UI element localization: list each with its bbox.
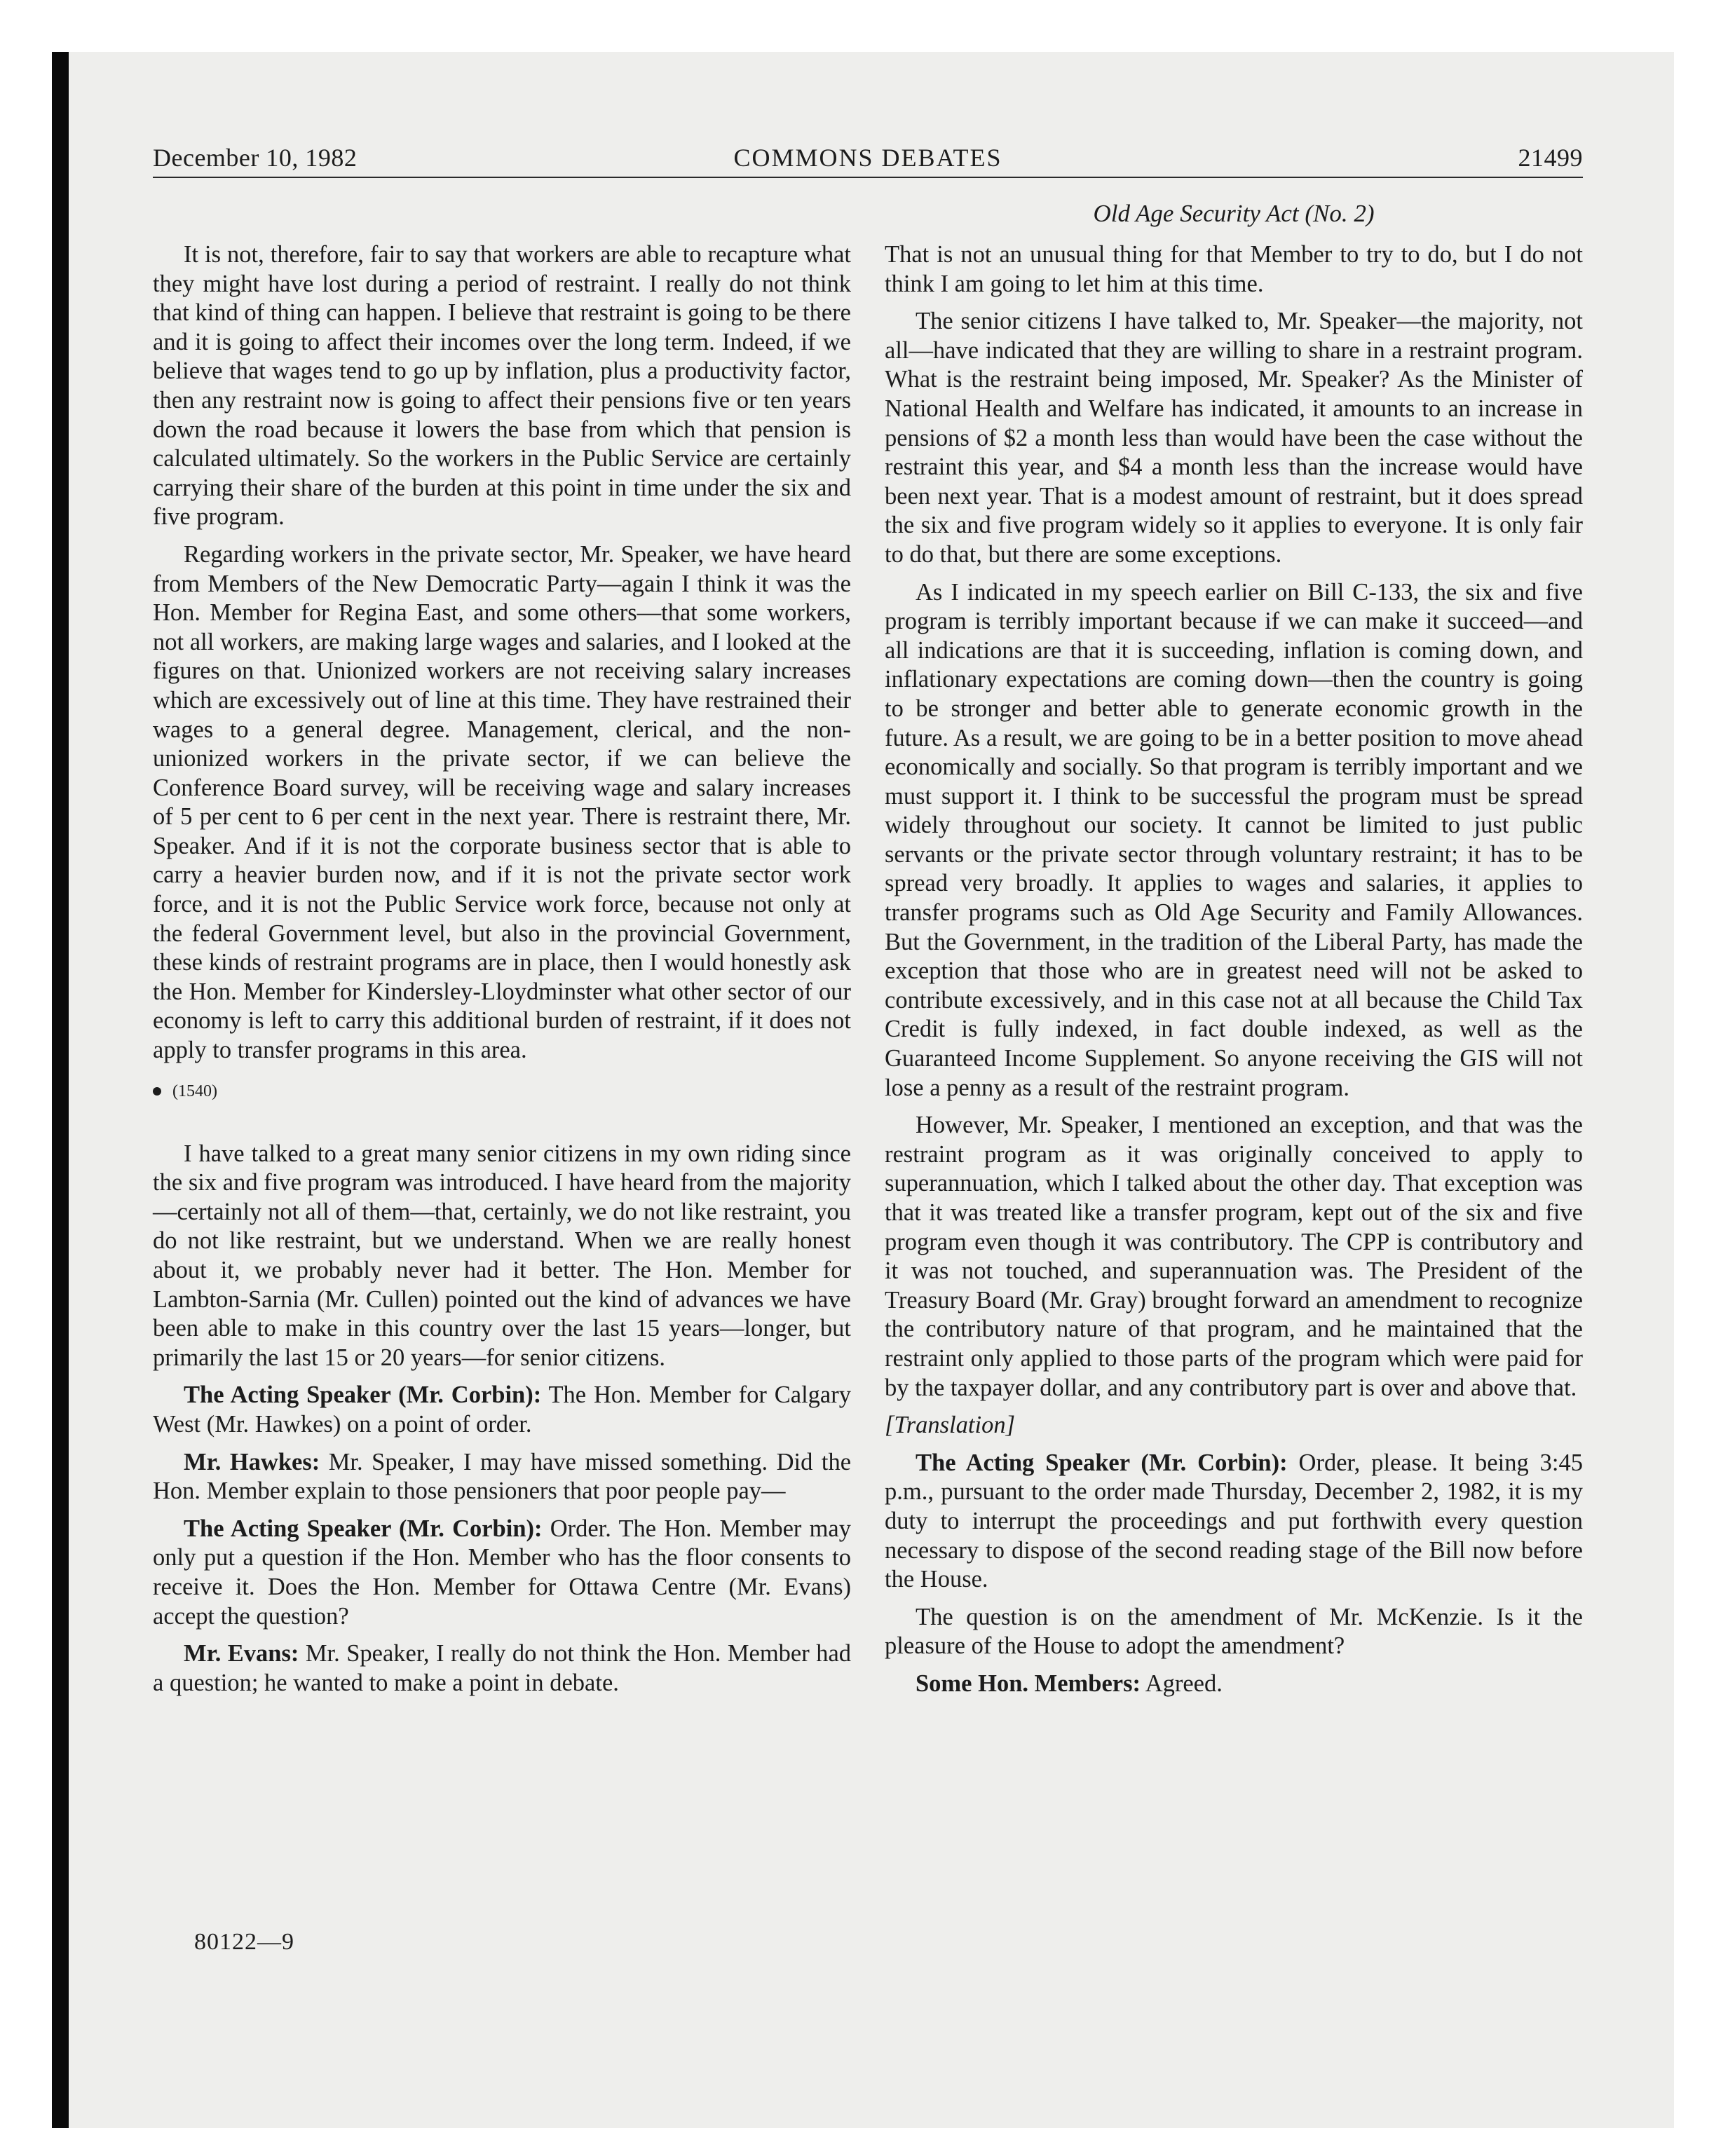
speech-paragraph bbox=[885, 1449, 1583, 1595]
paragraph: The senior citizens I have talked to, Mr. Speaker—the majority, not all—have indicated that they are willing to share in a restraint program. What is the restraint being imposed, Mr. Speaker? As the Minister of National Health and Welfare has indicated, it amounts to an increase in pensions of $2 a month less than would have been the case without the restraint this year, and $4 a month less than the increase would have been next year. That is a modest amount of restraint, but it does spread the six and five program widely so it applies to everyone. It is only fair to do that, but there are some exceptions. bbox=[885, 308, 1583, 568]
speech-paragraph bbox=[153, 1381, 851, 1439]
paragraph: It is not, therefore, fair to say that workers are able to recapture what they might have lost during a period of restraint. I really do not think that kind of thing can happen. I believe that restraint is going to be there and it is going to affect their incomes over the long term. Indeed, if we believe that wages tend to go up by inflation, plus a productivity factor, then any restraint now is going to affect their pensions five or ten years down the road because it lowers the base from which that pension is calculated ultimately. So the workers in the Public Service are certainly carrying their share of the burden at this point in time under the six and five program. bbox=[153, 241, 851, 531]
paragraph: Regarding workers in the private sector, Mr. Speaker, we have heard from Members of the New Democratic Party—again I think it was the Hon. Member for Regina East, and some others—that some workers, not all workers, are making large wages and salaries, and I looked at the figures on that. Unionized workers are not receiving salary increases which are excessively out of line at this time. They have restrained their wages to a general degree. Management, clerical, and the non-unionized workers in the private sector, if we can believe the Conference Board survey, will be receiving wage and salary increases of 5 per cent to 6 per cent in the next year. There is restraint there, Mr. Speaker. And if it is not the corporate business sector that is able to carry a heavier burden now, and if it is not the private sector work force, and it is not the Public Service work force, because not only at the federal Government level, but also in the provincial Government, these kinds of restraint programs are in place, then I would honestly ask the Hon. Member for Kindersley-Lloydminster what other sector of our economy is left to carry this additional burden of restraint, if it does not apply to transfer programs in this area. bbox=[153, 540, 851, 1064]
speaker-name: Mr. Evans: bbox=[184, 1640, 299, 1667]
speech-text: Order. The Hon. Member may only put a question if the Hon. Member who has the floor consents to receive it. Does the Hon. Member for Ottawa Centre (Mr. Evans) accept the question? bbox=[153, 1515, 851, 1630]
speech-paragraph bbox=[153, 1515, 851, 1631]
paragraph: The question is on the amendment of Mr. McKenzie. Is it the pleasure of the House to adopt the amendment? bbox=[885, 1603, 1583, 1660]
translation-note: [Translation] bbox=[885, 1412, 1015, 1439]
speaker-name: The Acting Speaker (Mr. Corbin): bbox=[184, 1381, 542, 1409]
binding-edge bbox=[52, 52, 69, 2128]
paragraph: However, Mr. Speaker, I mentioned an exception, and that was the restraint program as it was originally conceived to apply to superannuation, which I talked about the other day. That exception was that it was treated like a transfer program, kept out of the six and five program even though it was contributory. The CPP is contributory and it was not touched, and superannuation was. The President of the Treasury Board (Mr. Gray) brought forward an amendment to recognize the contributory nature of that program, and he maintained that the restraint only applied to those parts of the program which were paid for by the taxpayer dollar, and any contributory part is over and above that. bbox=[885, 1112, 1583, 1401]
bullet-icon bbox=[153, 1087, 161, 1096]
left-column bbox=[153, 240, 851, 1706]
speaker-name: Some Hon. Members: bbox=[916, 1670, 1141, 1697]
page-header bbox=[153, 143, 1583, 179]
speaker-name: Mr. Hawkes: bbox=[184, 1448, 320, 1475]
speech-paragraph bbox=[885, 1670, 1583, 1699]
speaker-name: The Acting Speaker (Mr. Corbin): bbox=[184, 1515, 543, 1542]
right-column bbox=[885, 240, 1583, 1707]
header-rule bbox=[153, 177, 1583, 178]
header-title: COMMONS DEBATES bbox=[733, 144, 1002, 172]
time-marker bbox=[153, 1081, 851, 1102]
footer-code: 80122—9 bbox=[194, 1929, 294, 1955]
header-date: December 10, 1982 bbox=[153, 144, 358, 172]
speech-paragraph bbox=[153, 1448, 851, 1506]
paragraph: As I indicated in my speech earlier on Bill C-133, the six and five program is terribly important because if we can make it succeed—and all indications are that it is succeeding, inflation is coming down, and inflationary expectations are coming down—then the country is going to be stronger and better able to generate economic growth in the future. As a result, we are going to be in a better position to move ahead economically and socially. So that program is terribly important and we must support it. I think to be successful the program must be spread widely throughout our society. It cannot be limited to just public servants or the private sector through voluntary restraint; it has to be spread very broadly. It applies to wages and salaries, it applies to transfer programs such as Old Age Security and Family Allowances. But the Government, in the tradition of the Liberal Party, has made the exception that those who are in greatest need will not be asked to contribute excessively, and in this case not at all because the Child Tax Credit is fully indexed, in fact double indexed, as well as the Guaranteed Income Supplement. So anyone receiving the GIS will not lose a penny as a result of the restraint program. bbox=[885, 578, 1583, 1101]
paragraph: That is not an unusual thing for that Member to try to do, but I do not think I am going to let him at this time. bbox=[885, 241, 1583, 297]
speech-text: Agreed. bbox=[1145, 1670, 1223, 1697]
header-page-number: 21499 bbox=[1518, 144, 1583, 172]
speech-text: Mr. Speaker, I really do not think the Hon. Member had a question; he wanted to make a point in debate. bbox=[153, 1640, 852, 1696]
speech-text: Order, please. It being 3:45 p.m., pursuant to the order made Thursday, December 2, 1982, it is my duty to interrupt the proceedings and put forthwith every question necessary to dispose of the second reading stage of the Bill now before the House. bbox=[885, 1449, 1583, 1593]
speech-paragraph bbox=[153, 1639, 851, 1698]
paragraph: I have talked to a great many senior citizens in my own riding since the six and five program was introduced. I have heard from the majority—certainly not all of them—that, certainly, we do not like restraint, you do not like restraint, but we understand. When we are really honest about it, we probably never had it better. The Hon. Member for Lambton-Sarnia (Mr. Cullen) pointed out the kind of advances we have been able to make in this country over the last 15 years—longer, but primarily the last 15 or 20 years—for senior citizens. bbox=[153, 1140, 851, 1371]
speaker-name: The Acting Speaker (Mr. Corbin): bbox=[916, 1449, 1288, 1476]
speech-text: Mr. Speaker, I may have missed something. Did the Hon. Member explain to those pensioners that poor people pay— bbox=[153, 1448, 852, 1505]
running-head: Old Age Security Act (No. 2) bbox=[1093, 200, 1375, 227]
time-marker-text: (1540) bbox=[172, 1082, 217, 1100]
speech-text: The Hon. Member for Calgary West (Mr. Hawkes) on a point of order. bbox=[153, 1381, 851, 1438]
